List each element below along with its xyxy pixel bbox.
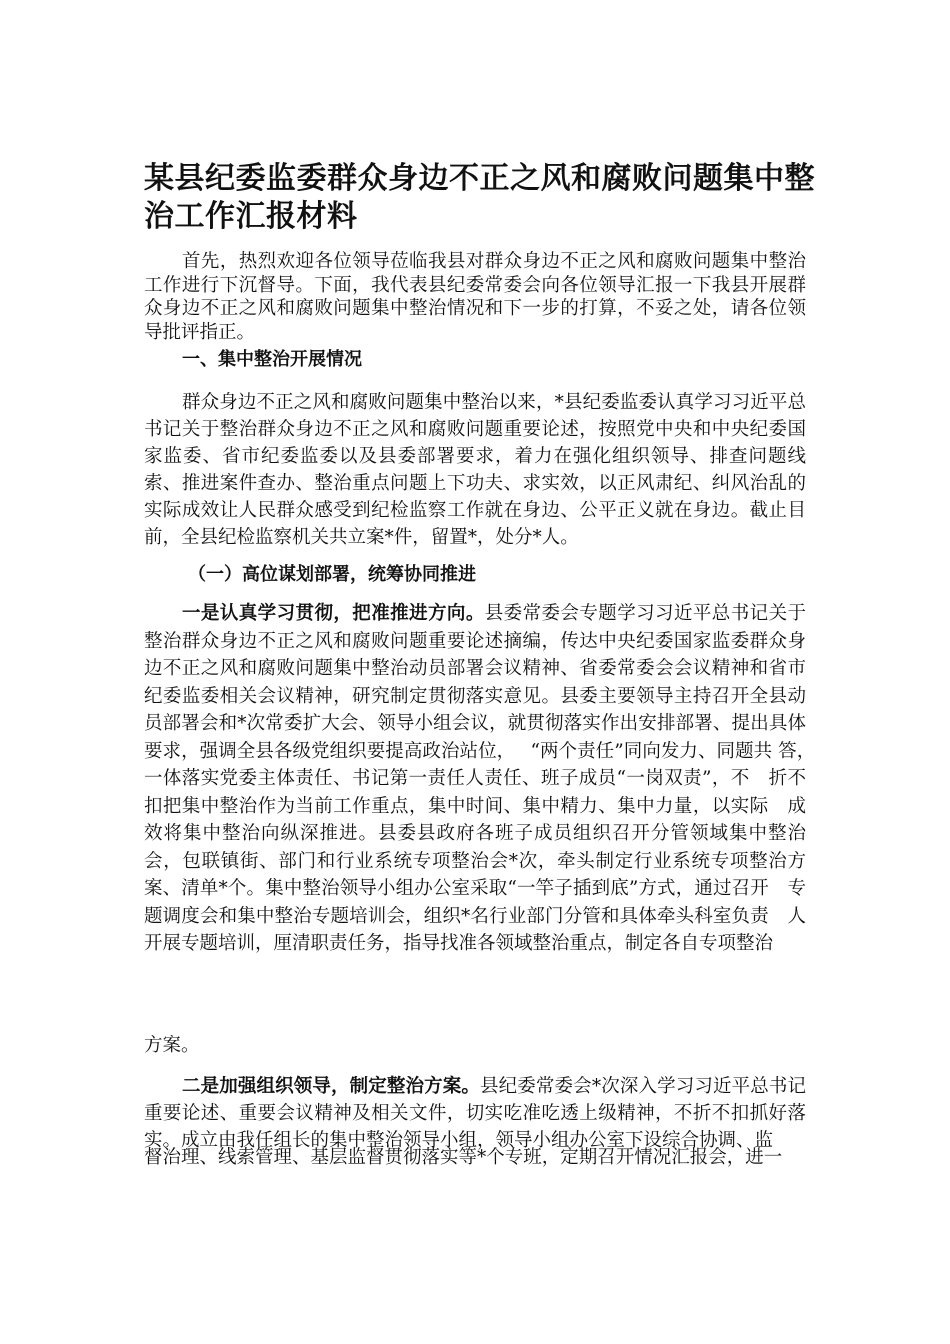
point-2-lead: 二是加强组织领导，制定整治方案。 xyxy=(182,1076,481,1097)
intro-paragraph: 首先，热烈欢迎各位领导莅临我县对群众身边不正之风和腐败问题集中整治工作进行下沉督导。下面，我代表县纪委常委会向各位领导汇报一下我县开展群 众身边不正之风和腐败问题集中整治情况和下一步的打算，不妥之处，请各位领 导批评指正。 xyxy=(144,251,806,343)
document-title: 某县纪委监委群众身边不正之风和腐败问题集中整治工作汇报材料 xyxy=(144,161,815,234)
section-1-paragraph: 群众身边不正之风和腐败问题集中整治以来，*县纪委监委认真学习习近平总书记关于整治群众身边不正之风和腐败问题重要论述，按照党中央和中央纪委国家监委、省市纪委监委以及县委部署要求，着力在强化组织领导、排查问题线索、推进案件查办、整治重点问题上下功夫、求实效，以正风肃纪、纠风治乱的实际成效让人民群众感受到纪检监察工作就在身边、公平正义就在身边。截止目前，全县纪检监察机关共立案*件，留置*，处分*人。 xyxy=(144,392,806,548)
point-2-body: 县纪委常委会*次深入学习习近平总书记重要论述、重要会议精神及相关文件，切实吃准吃透上级精神，不折不扣抓好落实。成立由我任组长的集中整治领导小组，领导小组办公室下设综合协调、监 xyxy=(144,1076,806,1151)
point-2-paragraph xyxy=(144,1073,806,1154)
point-1-body: 县委常委会专题学习习近平总书记关于整治群众身边不正之风和腐败问题重要论述摘编，传达中央纪委国家监委群众身边不正之风和腐败问题集中整治动员部署会议精神、省委常委会会议精神和省市纪委监委相关会议精神，研究制定贯彻落实意见。县委主要领导主持召开全县动员部署会和*次常委扩大会、领导小组会议，就贯彻落实作出安排部署、提出具体要求，强调全县各级党组织要提高政治站位， “两个责任”同向发力、同题共 答， 一体落实党委主体责任、书记第一责任人责任、班子成员“一岗双责”，不 折不扣把集中整治作为当前工作重点，集中时间、集中精力、集中力量，以实际 成效将集中整治向纵深推进。县委县政府各班子成员组织召开分管领域集中整治 会，包联镇街、部门和行业系统专项整治会*次，牵头制定行业系统专项整治方 案、清单*个。集中整治领导小组办公室采取“一竿子插到底”方式，通过召开 专题调度会和集中整治专题培训会，组织*名行业部门分管和具体牵头科室负责 人开展专题培训，厘清职责任务，指导找准各领域整治重点，制定各自专项整治 xyxy=(144,603,825,954)
point-2-continuation: 督治理、线索管理、基层监督贯彻落实等*个专班，定期召开情况汇报会，进一 xyxy=(144,1147,783,1168)
point-1-paragraph xyxy=(144,600,825,958)
point-1-tail: 方案。 xyxy=(144,1035,200,1056)
section-1-heading: 一、集中整治开展情况 xyxy=(182,349,362,370)
point-1-lead: 一是认真学习贯彻，把准推进方向。 xyxy=(182,603,485,624)
subsection-1-heading: （一）高位谋划部署，统筹协同推进 xyxy=(188,564,476,585)
